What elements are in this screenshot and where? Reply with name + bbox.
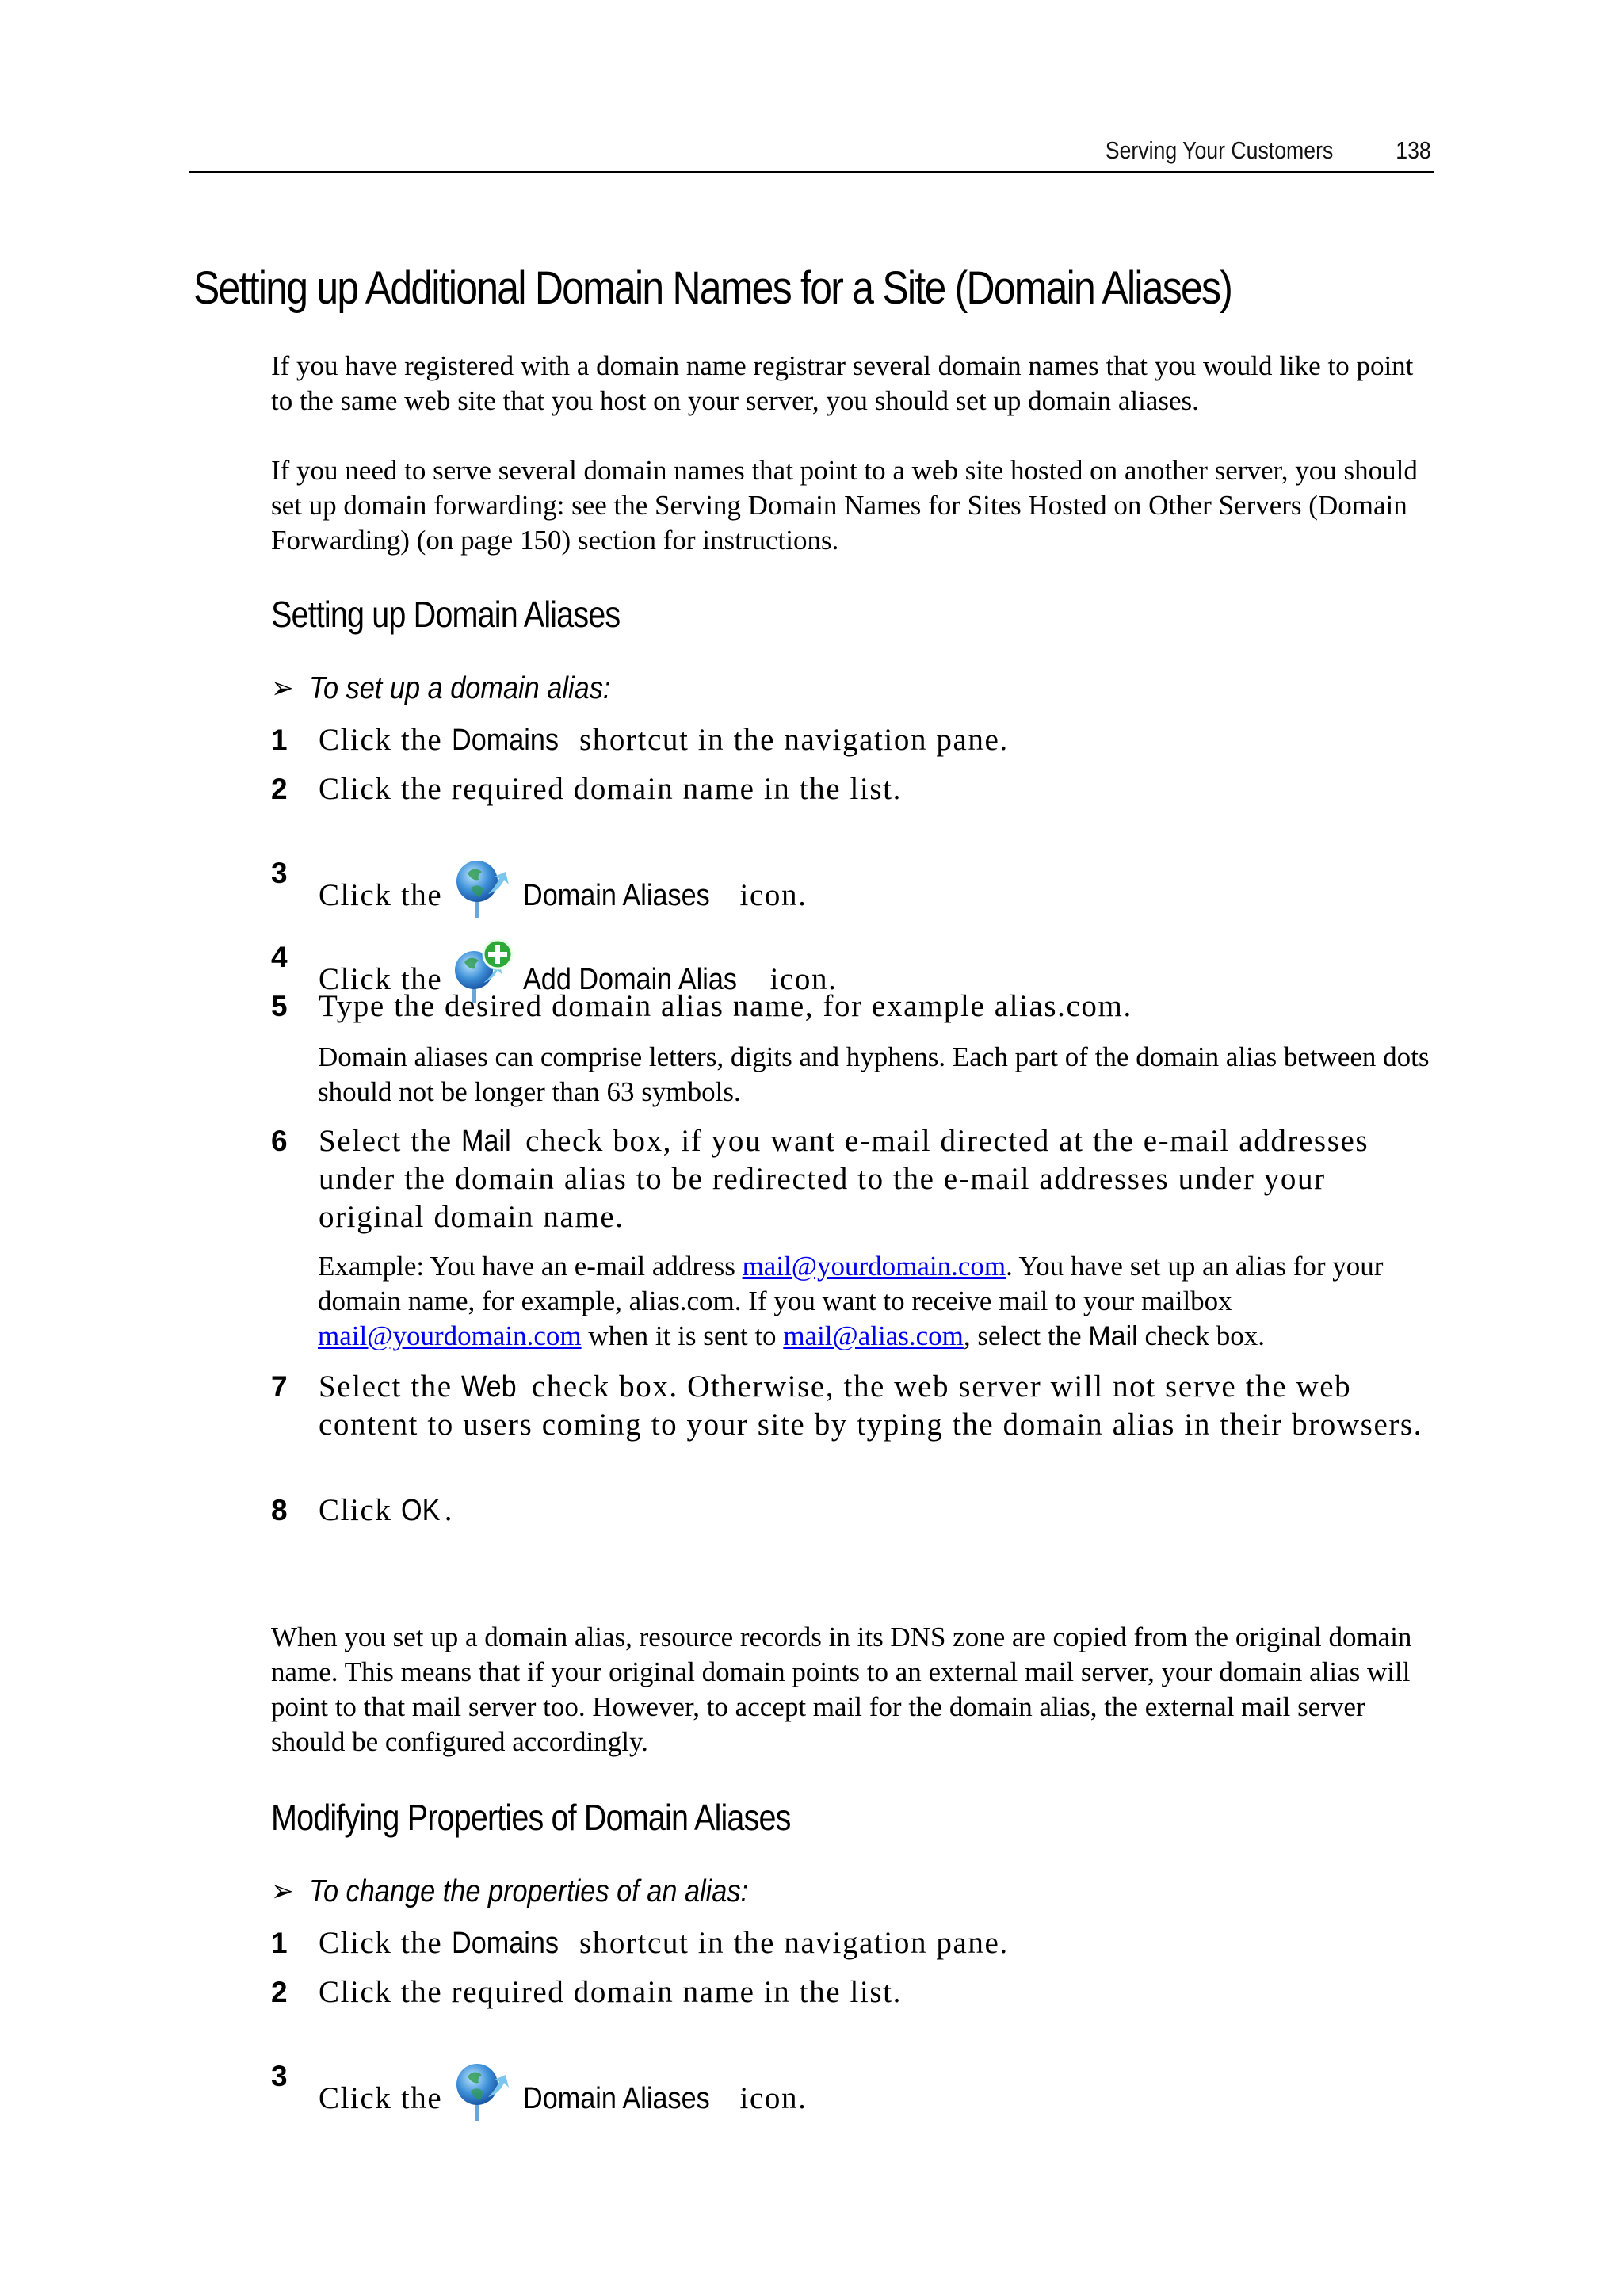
domain-aliases-icon — [447, 854, 515, 923]
ui-term: Domain Aliases — [523, 2082, 711, 2115]
ui-term: Domain Aliases — [523, 879, 711, 912]
step-7 — [271, 1368, 1436, 1444]
procedure-label: To set up a domain alias: — [309, 671, 611, 705]
intro-paragraph-2: If you need to serve several domain names that point to a web site hosted on another server, you should set up domain forwarding: see the Serving Domain Names for Sites Hosted on Other Servers (Domain Forwarding) (on page 150) section for instructions. — [271, 455, 1418, 556]
ui-term: Mail — [461, 1125, 511, 1158]
step-text: icon. — [731, 2081, 808, 2115]
step-1 — [271, 721, 1436, 759]
domain-aliases-icon — [447, 2057, 515, 2126]
procedure-label: To change the properties of an alias: — [309, 1874, 749, 1908]
step-text: Click the — [319, 962, 443, 996]
step-3 — [271, 2057, 1436, 2126]
step-text: Select the — [319, 1370, 462, 1404]
step-1 — [271, 1924, 1436, 1962]
note-text: , select the — [963, 1320, 1089, 1351]
step-number: 8 — [271, 1494, 288, 1526]
step-text: icon. — [761, 962, 838, 996]
procedure-title-change — [271, 1874, 748, 1909]
note-text: when it is sent to — [581, 1320, 784, 1351]
step-text: Type the desired domain alias name, for example alias.com. — [319, 989, 1132, 1023]
step-number: 3 — [271, 857, 288, 889]
step-text: Select the — [319, 1124, 462, 1158]
step-text: check box. Otherwise, the web server will not serve the web content to users coming to your site by typing the domain alias in their browsers. — [319, 1370, 1423, 1442]
step-5-note: Domain aliases can comprise letters, digits and hyphens. Each part of the domain alias between dots should not be longer than 63 symbols. — [318, 1041, 1430, 1107]
header-section-title: Serving Your Customers — [1105, 136, 1333, 164]
step-text: check box, if you want e-mail directed at the e-mail addresses under the domain alias to be redirected to the e-mail addresses under your original domain name. — [319, 1124, 1369, 1234]
dns-paragraph: When you set up a domain alias, resource records in its DNS zone are copied from the original domain name. This means that if your original domain points to an external mail server, your domain alias will point to that mail server too. However, to accept mail for the domain alias, the external mail server should be configured accordingly. — [271, 1622, 1412, 1757]
ui-term: Add Domain Alias — [523, 963, 738, 996]
step-text: Click the required domain name in the list. — [319, 1975, 902, 2009]
step-number: 7 — [271, 1370, 288, 1403]
step-text: Click the — [319, 2081, 443, 2115]
ui-term: OK — [400, 1494, 441, 1527]
step-3 — [271, 854, 1436, 923]
step-text: icon. — [731, 878, 808, 912]
step-number: 3 — [271, 2060, 288, 2092]
step-text: shortcut in the navigation pane. — [570, 723, 1009, 757]
step-2 — [271, 770, 1436, 808]
email-link[interactable]: mail@yourdomain.com — [318, 1320, 582, 1351]
note-text: . You have set up an alias for your domain name, for example, alias.com. If you want to receive mail to your mailbox — [318, 1251, 1384, 1316]
ui-term: Mail — [1088, 1321, 1138, 1351]
note-text: check box. — [1137, 1320, 1266, 1351]
section-heading-modifying: Modifying Properties of Domain Aliases — [271, 1797, 791, 1838]
step-number: 2 — [271, 1976, 288, 2008]
email-link[interactable]: mail@yourdomain.com — [742, 1251, 1006, 1282]
step-5 — [271, 988, 1436, 1026]
step-number: 5 — [271, 990, 288, 1022]
step-text: Click — [319, 1493, 401, 1527]
procedure-title-set-up — [271, 670, 610, 706]
step-2 — [271, 1973, 1436, 2011]
page-title: Setting up Additional Domain Names for a Site (Domain Aliases) — [193, 262, 1232, 314]
step-text: shortcut in the navigation pane. — [570, 1926, 1009, 1960]
arrow-bullet-icon: ➢ — [271, 671, 294, 705]
step-number: 1 — [271, 724, 288, 756]
step-number: 2 — [271, 773, 288, 805]
arrow-bullet-icon: ➢ — [271, 1874, 294, 1908]
step-text: . — [444, 1493, 454, 1527]
section-heading-setting-up: Setting up Domain Aliases — [271, 594, 621, 635]
step-6 — [271, 1122, 1436, 1236]
step-number: 1 — [271, 1927, 288, 1959]
step-6-note — [318, 1249, 1435, 1354]
ui-term: Domains — [451, 1927, 559, 1960]
step-text: Click the — [319, 878, 443, 912]
note-text: Example: You have an e-mail address — [318, 1251, 743, 1282]
intro-paragraph-1: If you have registered with a domain name registrar several domain names that you would like to point to the same web site that you host on your server, you should set up domain aliases. — [271, 350, 1414, 416]
step-number: 6 — [271, 1125, 288, 1157]
header-page-number: 138 — [1396, 136, 1431, 164]
step-number: 4 — [271, 941, 288, 973]
email-link[interactable]: mail@alias.com — [783, 1320, 964, 1351]
step-text: Click the required domain name in the list. — [319, 772, 902, 806]
running-header — [189, 132, 1434, 173]
step-8 — [271, 1492, 1436, 1530]
ui-term: Web — [461, 1370, 517, 1404]
step-text: Click the — [319, 1926, 452, 1960]
ui-term: Domains — [451, 724, 559, 757]
step-text: Click the — [319, 723, 452, 757]
